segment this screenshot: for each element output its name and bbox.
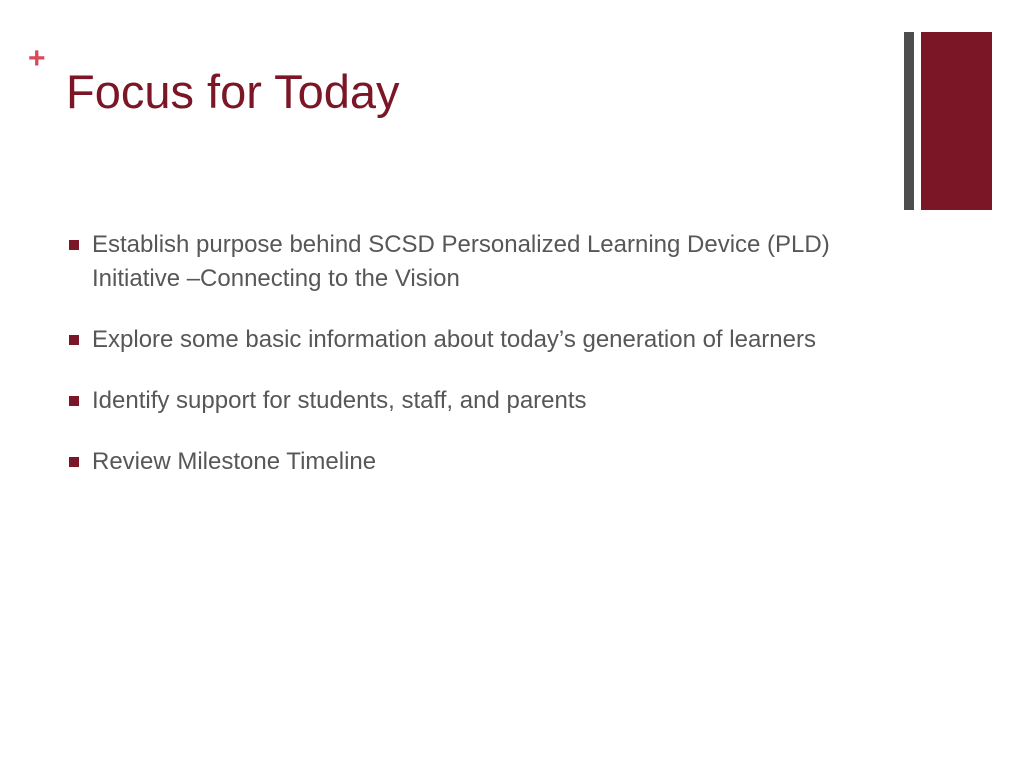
bullet-item <box>68 323 898 357</box>
square-bullet-icon <box>69 240 79 250</box>
bullet-text: Review Milestone Timeline <box>92 448 377 475</box>
square-bullet-icon <box>69 396 79 406</box>
square-bullet-icon <box>69 457 79 467</box>
bullet-list <box>68 228 898 506</box>
bullet-text: Explore some basic information about today’s generation of learners <box>92 326 816 353</box>
bullet-item <box>68 228 898 296</box>
square-bullet-icon <box>69 335 79 345</box>
slide-title: Focus for Today <box>66 65 400 118</box>
decorative-gray-bar <box>904 32 914 210</box>
decorative-maroon-block <box>921 32 992 210</box>
bullet-item <box>68 445 898 479</box>
bullet-item <box>68 384 898 418</box>
bullet-text: Establish purpose behind SCSD Personalized Learning Device (PLD) Initiative –Connecting to the Vision <box>92 231 830 292</box>
bullet-text: Identify support for students, staff, and parents <box>92 387 587 414</box>
plus-icon: + <box>28 42 46 75</box>
